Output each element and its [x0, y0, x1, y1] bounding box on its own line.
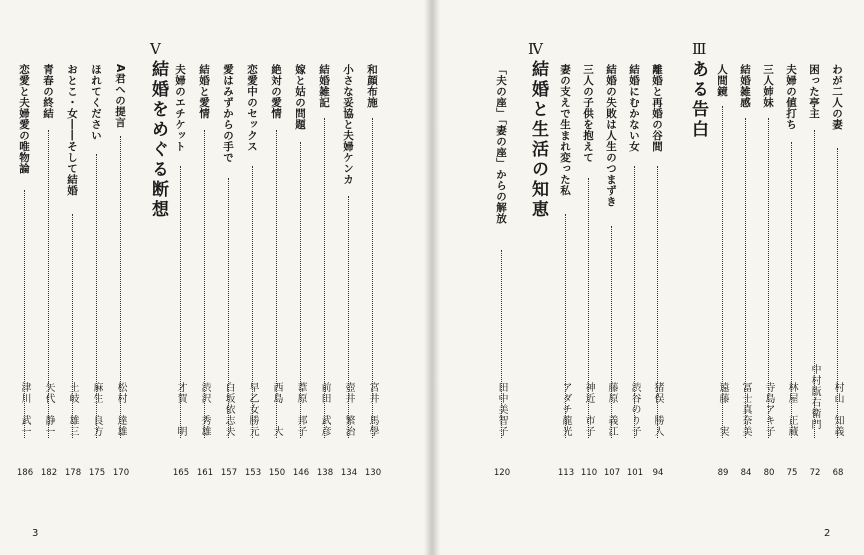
section-numeral-iv: Ⅳ — [528, 40, 543, 58]
toc-entry[interactable] — [173, 64, 189, 534]
toc-entry-page: 165 — [172, 468, 190, 478]
toc-entry-author: 村山 知義 — [832, 382, 843, 437]
toc-entry-author: 壺井 繁治 — [343, 382, 354, 437]
toc-entry-page: 94 — [652, 468, 664, 478]
toc-entry[interactable] — [341, 64, 357, 534]
toc-entry[interactable] — [738, 64, 754, 534]
section-title-iv: 結婚と生活の知恵 — [528, 60, 548, 220]
toc-entry-author: 松村 達雄 — [115, 382, 126, 437]
toc-entry-author: アダチ龍光 — [560, 382, 571, 437]
toc-entry-page: 170 — [112, 468, 130, 478]
toc-entry-page: 150 — [268, 468, 286, 478]
toc-entry-title: 結婚の失敗は人生のつまずき — [605, 64, 617, 207]
toc-entry-page: 75 — [786, 468, 798, 478]
toc-entry-author: 葦原 邦子 — [295, 382, 306, 437]
toc-entry-title: 恋愛中のセックス — [246, 64, 258, 152]
section-title-iii: ある告白 — [688, 60, 708, 140]
toc-entry-author: 早乙女勝元 — [247, 382, 258, 437]
toc-entry-author: 宮井 馬學 — [367, 382, 378, 437]
toc-entry[interactable] — [761, 64, 777, 534]
toc-entry[interactable] — [245, 64, 261, 534]
toc-entry-page: 113 — [557, 468, 575, 478]
toc-entry-author: 中村翫右衛門 — [809, 364, 820, 430]
toc-entry-page: 161 — [196, 468, 214, 478]
toc-entry-title: 「夫の座」「妻の座」からの解放 — [495, 64, 507, 224]
toc-entry-title: わが二人の妻 — [831, 64, 843, 130]
toc-entry-page: 178 — [64, 468, 82, 478]
toc-entry[interactable] — [581, 64, 597, 534]
toc-entry-author: 神近 市子 — [583, 382, 594, 437]
toc-entry-author: 渋沢 秀雄 — [199, 382, 210, 437]
toc-entry-page: 120 — [493, 468, 511, 478]
section-title-v: 結婚をめぐる断想 — [148, 60, 168, 220]
toc-entry-title: 結婚雑記 — [318, 64, 330, 108]
toc-entry[interactable] — [627, 64, 643, 534]
toc-entry-author: 田中美智子 — [496, 382, 507, 437]
toc-entry-author: 白坂依志夫 — [223, 382, 234, 437]
toc-entry[interactable] — [830, 64, 846, 534]
toc-entry-title: 困った亭主 — [808, 64, 820, 119]
toc-entry-page: 80 — [763, 468, 775, 478]
toc-entry-title: 絶対の愛情 — [270, 64, 282, 119]
toc-entry-title: 結婚雑感 — [739, 64, 751, 108]
section-numeral-iii: Ⅲ — [692, 40, 707, 58]
toc-entry[interactable] — [650, 64, 666, 534]
toc-entry-page: 146 — [292, 468, 310, 478]
toc-entry-title: 愛はみずからの手で — [222, 64, 234, 163]
toc-entry-author: 林屋 正蔵 — [786, 382, 797, 437]
toc-entry-title: 人間鏡 — [716, 64, 728, 97]
toc-entry-page: 153 — [244, 468, 262, 478]
toc-entry-page: 182 — [40, 468, 58, 478]
toc-entry-title: 結婚にむかない女 — [628, 64, 640, 152]
right-page — [432, 0, 864, 555]
toc-entry-page: 157 — [220, 468, 238, 478]
toc-entry-title: 青春の終結 — [42, 64, 54, 119]
toc-entry[interactable] — [197, 64, 213, 534]
toc-entry[interactable] — [365, 64, 381, 534]
toc-entry-title: 和顔布施 — [366, 64, 378, 108]
toc-entry-page: 101 — [626, 468, 644, 478]
toc-entry-author: 冨士真奈美 — [740, 382, 751, 437]
toc-entry-page: 130 — [364, 468, 382, 478]
toc-entry-author: 前田 武彦 — [319, 382, 330, 437]
toc-entry-title: 結婚と愛情 — [198, 64, 210, 119]
toc-entry-title: 嫁と姑の問題 — [294, 64, 306, 130]
toc-entry[interactable] — [494, 64, 510, 534]
toc-entry[interactable] — [41, 64, 57, 534]
toc-entry-author: 猪俣 勝人 — [652, 382, 663, 437]
toc-entry-page: 68 — [832, 468, 844, 478]
toc-entry-title: 小さな妥協と夫婦ケンカ — [342, 64, 354, 185]
toc-entry-page: 107 — [603, 468, 621, 478]
toc-entry-author: 遠藤 実 — [717, 382, 728, 437]
page-number: 2 — [824, 528, 831, 539]
toc-entry-author: 土岐 雄三 — [67, 382, 78, 437]
toc-entry-title: 夫婦の値打ち — [785, 64, 797, 130]
toc-entry-title: おとこ・女――そして結婚 — [66, 64, 78, 196]
toc-entry[interactable] — [65, 64, 81, 534]
toc-entry-page: 89 — [717, 468, 729, 478]
toc-entry-author: 渋谷のり子 — [629, 382, 640, 437]
toc-entry-page: 72 — [809, 468, 821, 478]
toc-entry-author: 矢代 静一 — [43, 382, 54, 437]
toc-entry[interactable] — [558, 64, 574, 534]
toc-entry-page: 134 — [340, 468, 358, 478]
toc-entry-page: 175 — [88, 468, 106, 478]
toc-entry[interactable] — [269, 64, 285, 534]
toc-entry-page: 186 — [16, 468, 34, 478]
toc-entry[interactable] — [221, 64, 237, 534]
book-gutter — [424, 0, 440, 555]
toc-entry-author: 西島 大 — [271, 382, 282, 437]
toc-entry-author: 才賀 明 — [175, 382, 186, 437]
toc-entry-author: 麻生 良方 — [91, 382, 102, 437]
toc-entry-title: 恋愛と夫婦愛の唯物論 — [18, 64, 30, 174]
toc-entry-title: 三人の子供を抱えて — [582, 64, 594, 163]
toc-entry-page: 84 — [740, 468, 752, 478]
toc-entry-author: 寺島アキ子 — [763, 382, 774, 437]
toc-entry[interactable] — [604, 64, 620, 534]
toc-entry[interactable] — [89, 64, 105, 534]
toc-entry-title: 妻の支えで生まれ変った私 — [559, 64, 571, 196]
toc-entry[interactable] — [807, 64, 823, 534]
toc-entry-title: A君への提言 — [114, 64, 126, 128]
toc-entry[interactable] — [715, 64, 731, 534]
page-number: 3 — [32, 528, 39, 539]
toc-entry[interactable] — [317, 64, 333, 534]
toc-entry-page: 110 — [580, 468, 598, 478]
toc-entry[interactable] — [293, 64, 309, 534]
toc-entry-author: 藤原 義江 — [606, 382, 617, 437]
toc-entry-page: 138 — [316, 468, 334, 478]
toc-entry[interactable] — [784, 64, 800, 534]
toc-entry-author: 津川 武一 — [19, 382, 30, 437]
toc-entry-title: 三人姉妹 — [762, 64, 774, 108]
section-numeral-v: V — [150, 40, 161, 58]
toc-entry-title: ほれてください — [90, 64, 102, 141]
toc-entry[interactable] — [113, 64, 129, 534]
toc-entry[interactable] — [17, 64, 33, 534]
toc-entry-title: 夫婦のエチケット — [174, 64, 186, 152]
toc-entry-title: 離婚と再婚の谷間 — [651, 64, 663, 152]
